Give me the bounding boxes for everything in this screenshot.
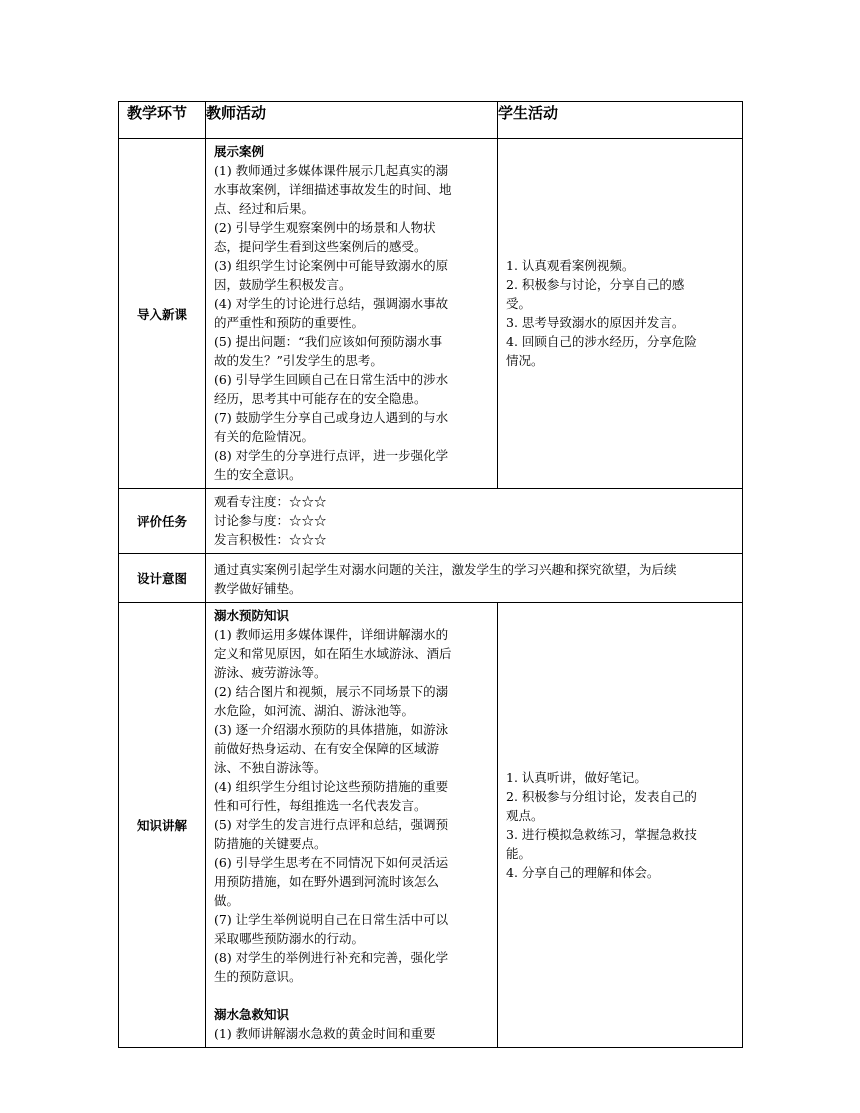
intro-student-line: 2. 积极参与讨论，分享自己的感 [506,277,685,292]
intro-teacher-line: 态，提问学生看到这些案例后的感受。 [214,239,427,254]
knowledge-teacher-line: 泳、不独自游泳等。 [214,760,327,775]
eval-line: 发言积极性：☆☆☆ [214,532,327,547]
row-eval [119,489,743,554]
intro-teacher-line: 经历，思考其中可能存在的安全隐患。 [214,391,427,406]
intro-teacher-line: 生的安全意识。 [214,467,302,482]
row-knowledge-teacher [206,603,498,1048]
intro-teacher-title: 展示案例 [214,144,265,159]
knowledge-teacher-title: 溺水预防知识 [214,608,290,623]
knowledge-teacher-line: (6) 引导学生思考在不同情况下如何灵活运 [214,855,449,870]
row-intro-label: 导入新课 [119,139,206,489]
intro-teacher-line: 的严重性和预防的重要性。 [214,315,365,330]
intro-student-line: 情况。 [506,353,544,368]
design-line: 教学做好铺垫。 [214,581,302,596]
intro-teacher-line: (6) 引导学生回顾自己在日常生活中的涉水 [214,372,449,387]
row-intro [119,139,743,489]
knowledge-teacher-line: 防措施的关键要点。 [214,836,327,851]
knowledge-teacher-line: 做。 [214,893,240,908]
intro-teacher-line: 因，鼓励学生积极发言。 [214,277,352,292]
knowledge-teacher-line: 前做好热身运动、在有安全保障的区域游 [214,741,440,756]
row-knowledge [119,603,743,1048]
row-intro-student [498,139,743,489]
eval-line: 观看专注度：☆☆☆ [214,494,327,509]
design-line: 通过真实案例引起学生对溺水问题的关注，激发学生的学习兴趣和探究欲望，为后续 [214,562,677,577]
row-knowledge-student [498,603,743,1048]
intro-teacher-line: (8) 对学生的分享进行点评，进一步强化学 [214,448,449,463]
row-eval-content [206,489,743,554]
intro-teacher-line: (7) 鼓励学生分享自己或身边人遇到的与水 [214,410,449,425]
knowledge-teacher-line: 定义和常见原因，如在陌生水域游泳、酒后 [214,646,452,661]
knowledge-teacher-line: (1) 教师讲解溺水急救的黄金时间和重要 [214,1026,436,1041]
knowledge-teacher-line: 生的预防意识。 [214,969,302,984]
knowledge-teacher-line: (1) 教师运用多媒体课件，详细讲解溺水的 [214,627,449,642]
row-intro-teacher [206,139,498,489]
intro-teacher-line: 水事故案例，详细描述事故发生的时间、地 [214,182,452,197]
knowledge-teacher-line: 性和可行性，每组推选一名代表发言。 [214,798,427,813]
knowledge-student-line: 观点。 [506,807,544,823]
intro-student-line: 1. 认真观看案例视频。 [506,258,635,273]
row-eval-label: 评价任务 [119,489,206,554]
row-knowledge-label: 知识讲解 [119,603,206,1048]
intro-teacher-line: (1) 教师通过多媒体课件展示几起真实的溺 [214,163,449,178]
knowledge-teacher-line: 水危险，如河流、湖泊、游泳池等。 [214,703,415,718]
intro-teacher-line: 有关的危险情况。 [214,429,315,444]
header-row [119,102,743,139]
row-design [119,554,743,603]
knowledge-teacher-line: 游泳、疲劳游泳等。 [214,665,327,680]
row-design-content [206,554,743,603]
knowledge-teacher-line: (7) 让学生举例说明自己在日常生活中可以 [214,912,449,927]
intro-teacher-line: (3) 组织学生讨论案例中可能导致溺水的原 [214,258,449,273]
blank-line [214,986,489,1005]
intro-teacher-line: 故的发生？”引发学生的思考。 [214,353,383,368]
knowledge-student-line: 3. 进行模拟急救练习，掌握急救技 [506,826,697,842]
header-student: 学生活动 [498,102,743,139]
knowledge-teacher-line: (5) 对学生的发言进行点评和总结，强调预 [214,817,449,832]
knowledge-student-line: 4. 分享自己的理解和体会。 [506,864,660,880]
lesson-plan-table [118,101,743,1048]
knowledge-teacher-line: (2) 结合图片和视频，展示不同场景下的溺 [214,684,449,699]
knowledge-student-line: 2. 积极参与分组讨论，发表自己的 [506,788,697,804]
knowledge-teacher-line: (4) 组织学生分组讨论这些预防措施的重要 [214,779,449,794]
intro-teacher-line: (2) 引导学生观察案例中的场景和人物状 [214,220,436,235]
intro-teacher-line: 点、经过和后果。 [214,201,315,216]
header-teacher: 教师活动 [206,102,498,139]
intro-student-line: 受。 [506,296,532,311]
eval-line: 讨论参与度：☆☆☆ [214,513,327,528]
knowledge-student-line: 能。 [506,845,532,861]
row-design-label: 设计意图 [119,554,206,603]
knowledge-teacher-line: (8) 对学生的举例进行补充和完善，强化学 [214,950,449,965]
intro-teacher-line: (4) 对学生的讨论进行总结，强调溺水事故 [214,296,449,311]
intro-student-line: 3. 思考导致溺水的原因并发言。 [506,315,685,330]
knowledge-teacher-title-2: 溺水急救知识 [214,1007,290,1022]
knowledge-student-line: 1. 认真听讲，做好笔记。 [506,769,647,785]
intro-teacher-line: (5) 提出问题：“我们应该如何预防溺水事 [214,334,443,349]
knowledge-teacher-line: 用预防措施，如在野外遇到河流时该怎么 [214,874,440,889]
header-stage: 教学环节 [119,102,206,139]
intro-student-line: 4. 回顾自己的涉水经历，分享危险 [506,334,697,349]
knowledge-teacher-line: 采取哪些预防溺水的行动。 [214,931,365,946]
knowledge-teacher-line: (3) 逐一介绍溺水预防的具体措施，如游泳 [214,722,449,737]
